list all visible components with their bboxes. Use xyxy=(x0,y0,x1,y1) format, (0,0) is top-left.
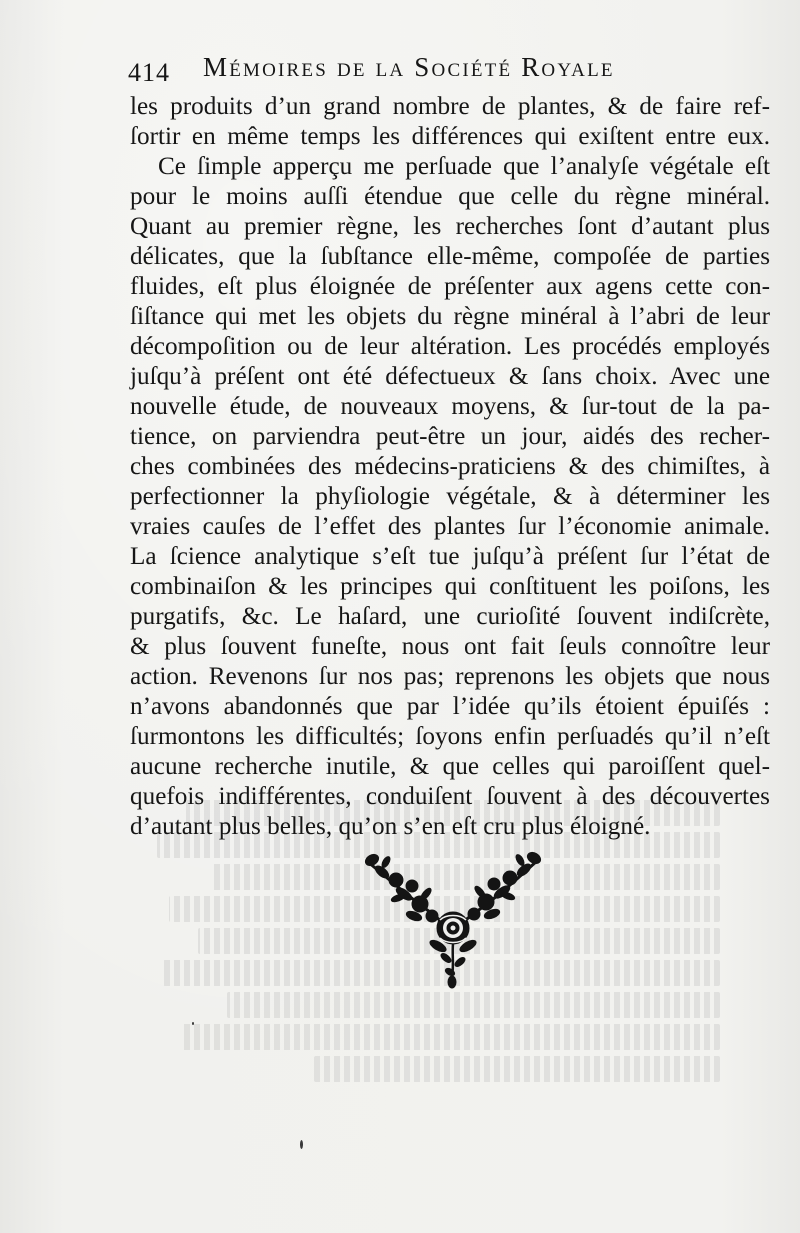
page-header xyxy=(128,52,708,92)
text-line: combinaiſon & les principes qui conſtituent les poiſons, les xyxy=(130,573,770,600)
text-line: La ſcience analytique s’eſt tue juſqu’à préſent ſur l’état de xyxy=(130,543,770,570)
text-line: aucune recherche inutile, & que celles qui paroiſſent quel- xyxy=(130,753,770,780)
text-line: Quant au premier règne, les recherches ſont d’autant plus xyxy=(130,213,770,240)
text-line: fluides, eſt plus éloignée de préſenter aux agens cette con- xyxy=(130,273,770,300)
text-line: Ce ſimple apperçu me perſuade que l’analyſe végétale eſt xyxy=(158,153,770,180)
text-line: n’avons abandonnés que par l’idée qu’ils étoient épuiſés : xyxy=(130,693,770,720)
text-line: vraies cauſes de l’effet des plantes ſur l’économie animale. xyxy=(130,513,770,540)
ink-speck xyxy=(300,1140,303,1149)
text-line: ches combinées des médecins-praticiens & des chimiſtes, à xyxy=(130,453,770,480)
text-line: juſqu’à préſent ont été défectueux & ſans choix. Avec une xyxy=(130,363,770,390)
running-title: Mémoires de la Société Royale xyxy=(203,52,615,82)
page-number: 414 xyxy=(128,58,170,87)
text-line: d’autant plus belles, qu’on s’en eſt cru plus éloigné. xyxy=(130,813,651,840)
text-line: quefois indifférentes, conduiſent ſouvent à des découvertes xyxy=(130,783,770,810)
text-line: action. Revenons ſur nos pas; reprenons les objets que nous xyxy=(130,663,770,690)
text-line: décompoſition ou de leur altération. Les procédés employés xyxy=(130,333,770,360)
text-line: les produits d’un grand nombre de plantes, & de faire ref- xyxy=(130,93,770,120)
floral-garland-ornament-icon xyxy=(360,850,546,990)
text-line: perfectionner la phyſiologie végétale, & à déterminer les xyxy=(130,483,770,510)
text-line: & plus ſouvent funeſte, nous ont fait ſeuls connoître leur xyxy=(130,633,770,660)
text-line: ſurmontons les difficultés; ſoyons enfin perſuadés qu’il n’eſt xyxy=(130,723,770,750)
text-line: purgatifs, &c. Le haſard, une curioſité ſouvent indiſcrète, xyxy=(130,603,770,630)
ink-speck xyxy=(192,1022,194,1025)
text-line: ſortir en même temps les différences qui exiſtent entre eux. xyxy=(130,123,770,150)
text-line: ſiſtance qui met les objets du règne minéral à l’abri de leur xyxy=(130,303,770,330)
text-line: pour le moins auſſi étendue que celle du règne minéral. xyxy=(130,183,770,210)
text-line: nouvelle étude, de nouveaux moyens, & ſur-tout de la pa- xyxy=(130,393,770,420)
text-line: tience, on parviendra peut-être un jour, aidés des recher- xyxy=(130,423,770,450)
text-line: délicates, que la ſubſtance elle-même, compoſée de parties xyxy=(130,243,770,270)
